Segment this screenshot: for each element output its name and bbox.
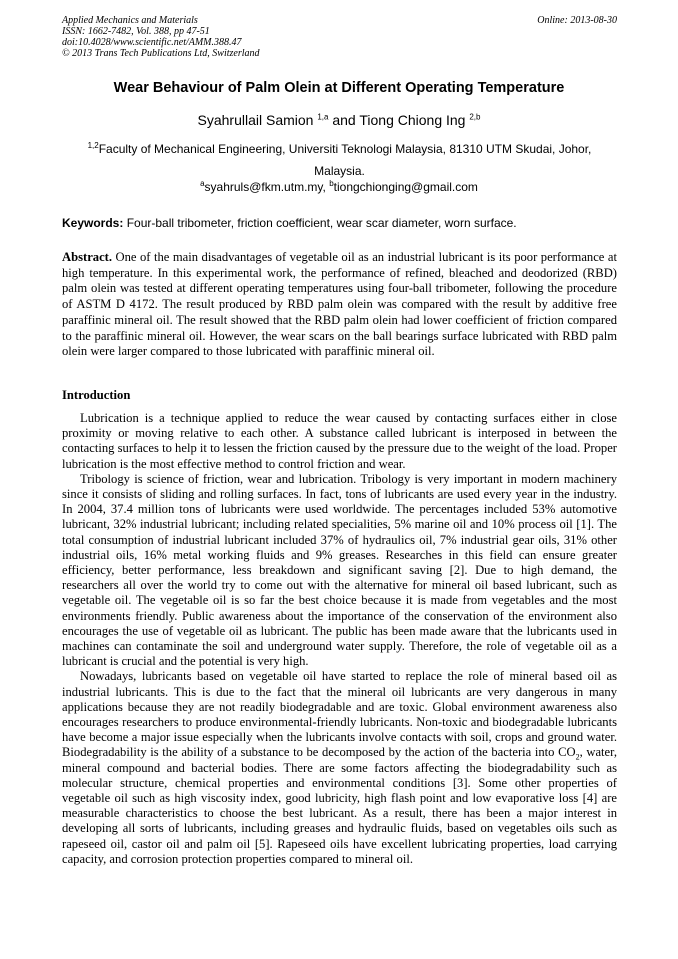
author-conjunction: and	[332, 112, 356, 128]
affiliation-text: Faculty of Mechanical Engineering, Universiti Teknologi Malaysia, 81310 UTM Skudai, Johor, Malaysia.	[98, 142, 592, 178]
email-b-superscript: b	[329, 179, 334, 188]
author-1-superscript: 1,a	[317, 112, 329, 122]
email-a: syahruls@fkm.utm.my,	[204, 180, 326, 194]
affiliation	[62, 138, 617, 182]
abstract-label: Abstract.	[62, 250, 113, 264]
author-2: Tiong Chiong Ing	[359, 112, 466, 128]
copyright-line: © 2013 Trans Tech Publications Ltd, Switzerland	[62, 48, 260, 59]
paragraph-3-part-a: Nowadays, lubricants based on vegetable oil have started to replace the role of mineral based oil as industrial lubricants. This is due to the fact that the mineral oil lubricants are very dangerous in many applications because they are not readily biodegradable and are toxic. Global environment awareness also encourages researchers to produce environmental-friendly lubricants. Non-toxic and biodegradable lubricants have become a major issue especially when the lubricants involve contacts with soil, crops and ground water. Biodegradability is the ability of a substance to be decomposed by the action of the bacteria into CO	[62, 669, 617, 760]
abstract-text: One of the main disadvantages of vegetable oil as an industrial lubricant is its poor performance at high temperature. In this experimental work, the performance of refined, bleached and deodorized (RBD) palm olein was tested at different operating temperatures using four-ball tribometer, following the procedure of ASTM D 4172. The result produced by RBD palm olein was compared with the result by additive free paraffinic mineral oil. The result showed that the RBD palm olein had lower coefficient of friction compared to the paraffinic mineral oil. However, the wear scars on the ball bearings surface lubricated with RBD palm olein were larger compared to those lubricated with paraffinic mineral oil.	[62, 250, 617, 359]
affiliation-superscript: 1,2	[87, 141, 99, 150]
author-line	[40, 112, 638, 128]
paragraph-2: Tribology is science of friction, wear and lubrication. Tribology is very important in modern machinery since it consists of sliding and rolling surfaces. In fact, tons of lubricants are used every year in the industry. In 2004, 37.4 million tons of lubricants were used worldwide. The percentages included 53% automotive lubricant, 32% industrial lubricant; including related specialities, 5% marine oil and 10% process oil [1]. The total consumption of industrial lubricant included 37% of hydraulics oil, 7% industrial gear oils, 31% other industrial oils, 16% metal working fluids and 9% greases. Researches in this field can ensure greater efficiency, better performance, less breakdown and significant saving [2]. Due to high demand, the researchers all over the world try to come out with the alternative for mineral oil based lubricant, such as vegetable oil. The vegetable oil is so far the best choice because it is made from vegetables and the most environments friendly. Public awareness about the importance of the conservation of the environment also encourages the use of vegetable oil as lubricant. The public has been made aware that the lubricants used in machines can contaminate the soil and underground water supply. Therefore, the role of vegetable oil as a lubricant is crucial and the potential is very high.	[62, 471, 617, 669]
journal-name: Applied Mechanics and Materials	[62, 15, 198, 26]
author-2-superscript: 2,b	[469, 112, 481, 122]
email-line	[40, 180, 638, 194]
journal-header	[62, 15, 617, 59]
paragraph-3-part-b: , water, mineral compound and bacterial bodies. There are some factors affecting the biodegradability such as molecular structure, chemical properties and environmental conditions [3]. Some other properties of vegetable oil such as high viscosity index, good lubricity, high flash point and low evaporative loss [4] are measurable characteristics to choose the best lubricant. As a result, there has been a major interest in developing all sorts of lubricants, including greases and hydraulic fluids, based on vegetables oils such as rapeseed oil, castor oil and palm oil [5]. Rapeseed oils have excellent lubricating properties, load carrying capacity, and corrosion protection properties compared to mineral oil.	[62, 745, 617, 866]
keywords-text: Four-ball tribometer, friction coefficient, wear scar diameter, worn surface.	[126, 216, 517, 230]
paper-title: Wear Behaviour of Palm Olein at Different Operating Temperature	[113, 80, 565, 96]
section-heading-introduction: Introduction	[62, 388, 131, 402]
introduction-body	[62, 411, 617, 867]
paragraph-1: Lubrication is a technique applied to reduce the wear caused by contacting surfaces either in close proximity or moving relative to each other. A substance called lubricant is interposed in between the contacting surfaces to help it to lessen the friction caused by the pressure due to the weight of the load. Proper lubrication is the most effective method to control friction and wear.	[62, 411, 617, 471]
online-date: Online: 2013-08-30	[537, 15, 617, 26]
keywords-line	[62, 216, 617, 230]
abstract	[62, 250, 617, 360]
paragraph-3	[62, 669, 617, 867]
keywords-label: Keywords:	[62, 216, 124, 230]
email-a-superscript: a	[200, 179, 205, 188]
co2-subscript: 2	[575, 752, 580, 762]
author-1: Syahrullail Samion	[197, 112, 314, 128]
doi-line: doi:10.4028/www.scientific.net/AMM.388.47	[62, 37, 242, 48]
email-b: tiongchionging@gmail.com	[333, 180, 478, 194]
issn-line: ISSN: 1662-7482, Vol. 388, pp 47-51	[62, 26, 210, 37]
